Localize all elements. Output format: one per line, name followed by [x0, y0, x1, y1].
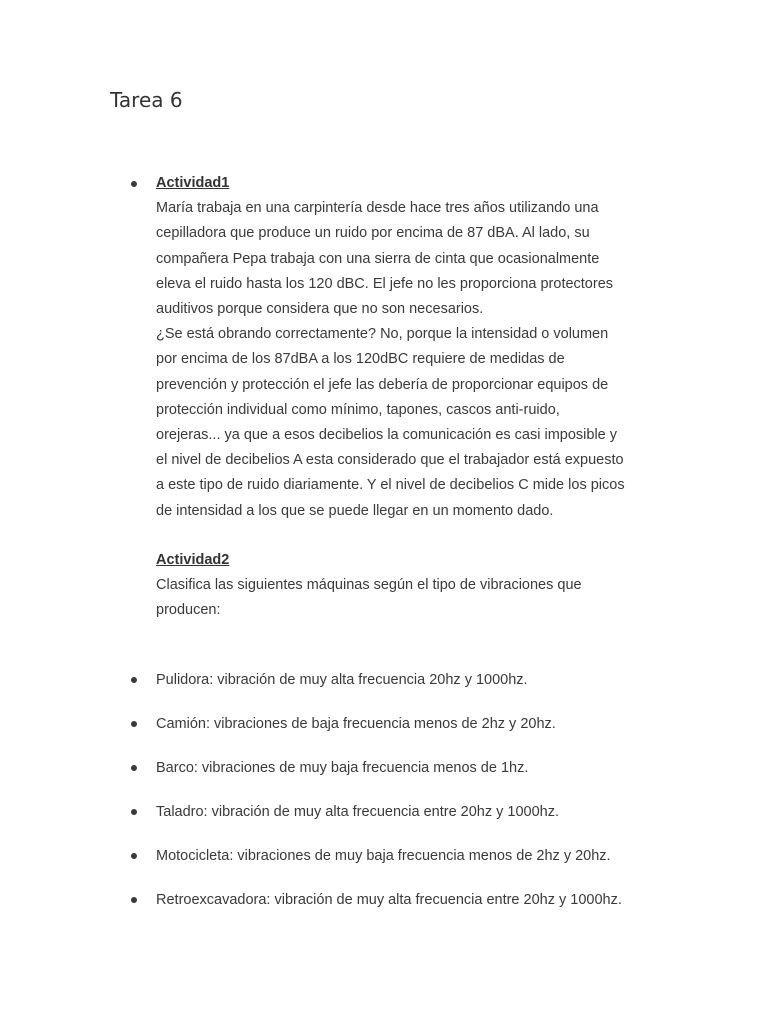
bullet-machine	[131, 721, 137, 727]
bullet-machine	[131, 765, 137, 771]
activity1-line: por encima de los 87dBA a los 120dBC requiere de medidas de	[156, 351, 565, 368]
page-title: Tarea 6	[110, 88, 183, 112]
machine-item: Camión: vibraciones de baja frecuencia menos de 2hz y 20hz.	[156, 716, 556, 732]
activity1-heading: Actividad1	[156, 175, 230, 191]
machine-item: Taladro: vibración de muy alta frecuencia entre 20hz y 1000hz.	[156, 804, 560, 820]
bullet-machine	[131, 853, 137, 859]
bullet-machine	[131, 809, 137, 815]
activity1-line: de intensidad a los que se puede llegar en un momento dado.	[156, 502, 554, 519]
activity1-line: a este tipo de ruido diariamente. Y el nivel de decibelios C mide los picos	[156, 477, 625, 494]
activity2-section	[156, 548, 676, 624]
activity1-line: protección individual como mínimo, tapones, cascos anti-ruido,	[156, 401, 560, 418]
activity1-line: ¿Se está obrando correctamente? No, porque la intensidad o volumen	[156, 326, 609, 343]
activity1-line: auditivos porque considera que no son necesarios.	[156, 301, 484, 318]
bullet-activity1	[131, 181, 137, 187]
bullet-machine	[131, 677, 137, 683]
activity1-line: cepilladora que produce un ruido por encima de 87 dBA. Al lado, su	[156, 225, 590, 242]
activity2-line: Clasifica las siguientes máquinas según el tipo de vibraciones que	[156, 577, 582, 594]
machine-item: Pulidora: vibración de muy alta frecuencia 20hz y 1000hz.	[156, 672, 528, 688]
machine-item: Barco: vibraciones de muy baja frecuencia menos de 1hz.	[156, 760, 529, 776]
bullet-machine	[131, 897, 137, 903]
activity1-line: el nivel de decibelios A esta considerado que el trabajador está expuesto	[156, 452, 624, 469]
machine-item: Retroexcavadora: vibración de muy alta frecuencia entre 20hz y 1000hz.	[156, 892, 622, 908]
activity1-line: María trabaja en una carpintería desde hace tres años utilizando una	[156, 200, 599, 217]
activity2-line: producen:	[156, 602, 221, 619]
activity1-line: eleva el ruido hasta los 120 dBC. El jefe no les proporciona protectores	[156, 275, 614, 292]
activity1-line: prevención y protección el jefe las debería de proporcionar equipos de	[156, 376, 609, 393]
activity1-section	[156, 171, 676, 524]
activity2-heading: Actividad2	[156, 552, 230, 568]
activity1-line: orejeras... ya que a esos decibelios la comunicación es casi imposible y	[156, 427, 618, 444]
activity1-line: compañera Pepa trabaja con una sierra de cinta que ocasionalmente	[156, 250, 600, 267]
machine-item: Motocicleta: vibraciones de muy baja frecuencia menos de 2hz y 20hz.	[156, 848, 611, 864]
